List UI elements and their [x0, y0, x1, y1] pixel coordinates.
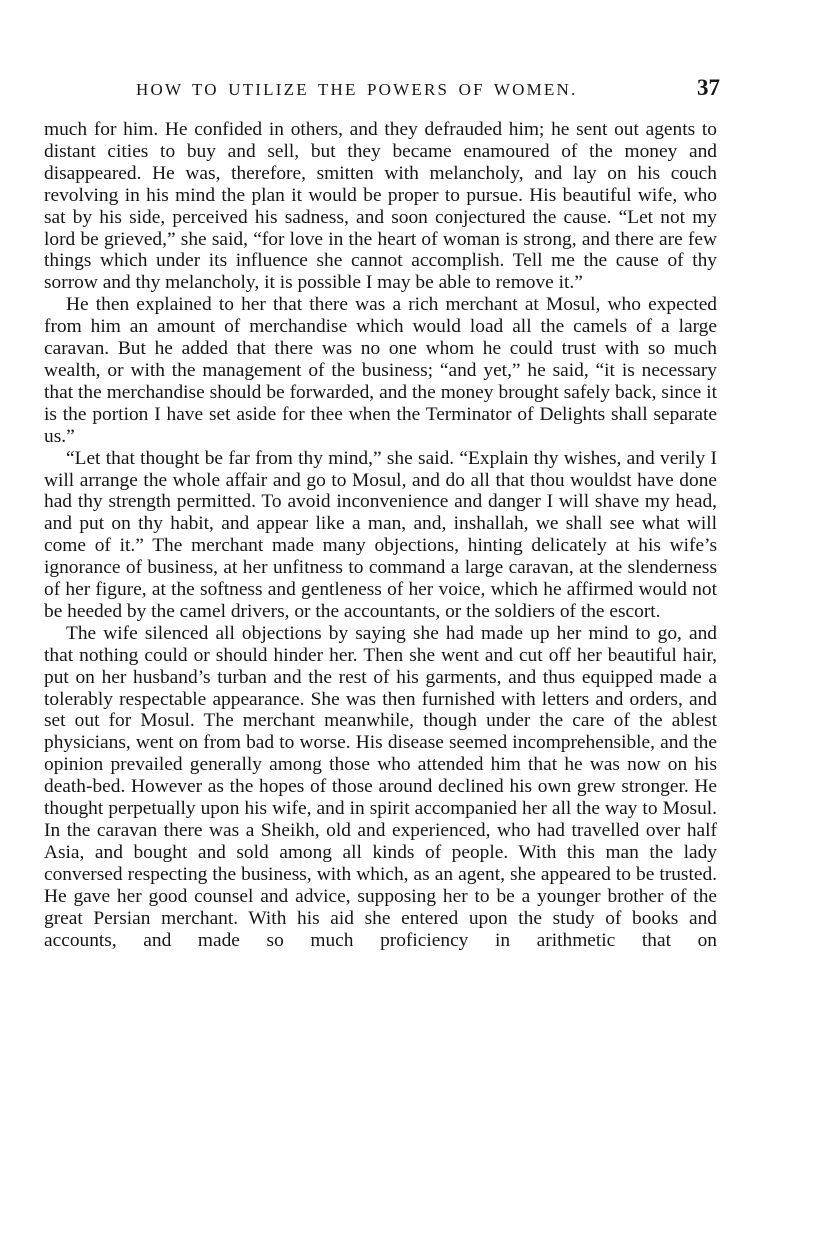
paragraph-2: He then explained to her that there was a rich merchant at Mosul, who expected from him an amount of merchandise which would load all the camels of a large caravan. But he added that there was no one whom he could trust with so much wealth, or with the management of the business; “and yet,” he said, “it is necessary that the merchandise should be forwarded, and the money brought safely back, since it is the portion I have set aside for thee when the Terminator of Delights shall separate us.” [44, 294, 717, 447]
running-head-title: HOW TO UTILIZE THE POWERS OF WOMEN. [136, 80, 578, 99]
running-head [44, 70, 724, 104]
body-text [44, 119, 717, 951]
paragraph-1: much for him. He confided in others, and they defrauded him; he sent out agents to distant cities to buy and sell, but they became enamoured of the money and disappeared. He was, therefore, smitten with melancholy, and lay on his couch revolving in his mind the plan it would be proper to pursue. His beautiful wife, who sat by his side, perceived his sadness, and soon conjectured the cause. “Let not my lord be grieved,” she said, “for love in the heart of woman is strong, and there are few things which under its influence she cannot accomplish. Tell me the cause of thy sorrow and thy melancholy, it is possible I may be able to remove it.” [44, 119, 717, 294]
paragraph-4: The wife silenced all objections by saying she had made up her mind to go, and that nothing could or should hinder her. Then she went and cut off her beautiful hair, put on her husband’s turban and the rest of his garments, and thus equipped made a tolerably respectable appearance. She was then furnished with letters and orders, and set out for Mosul. The merchant meanwhile, though under the care of the ablest physicians, went on from bad to worse. His disease seemed incomprehensible, and the opinion prevailed generally among those who attended him that he was now on his death-bed. However as the hopes of those around declined his own grew stronger. He thought perpetually upon his wife, and in spirit accompanied her all the way to Mosul. In the caravan there was a Sheikh, old and experienced, who had travelled over half Asia, and bought and sold among all kinds of people. With this man the lady conversed respecting the business, with which, as an agent, she appeared to be trusted. He gave her good counsel and advice, supposing her to be a younger brother of the great Persian merchant. With his aid she entered upon the study of books and accounts, and made so much proficiency in arithmetic that on [44, 622, 717, 951]
page-number: 37 [697, 75, 720, 100]
paragraph-3: “Let that thought be far from thy mind,” she said. “Explain thy wishes, and verily I will arrange the whole affair and go to Mosul, and do all that thou wouldst have done had thy strength permitted. To avoid inconvenience and danger I will shave my head, and put on thy habit, and appear like a man, and, inshallah, we shall see what will come of it.” The merchant made many objections, hinting delicately at his wife’s ignorance of business, at her unfitness to command a large caravan, at the slenderness of her figure, at the softness and gentleness of her voice, which he affirmed would not be heeded by the camel drivers, or the accountants, or the soldiers of the escort. [44, 447, 717, 622]
